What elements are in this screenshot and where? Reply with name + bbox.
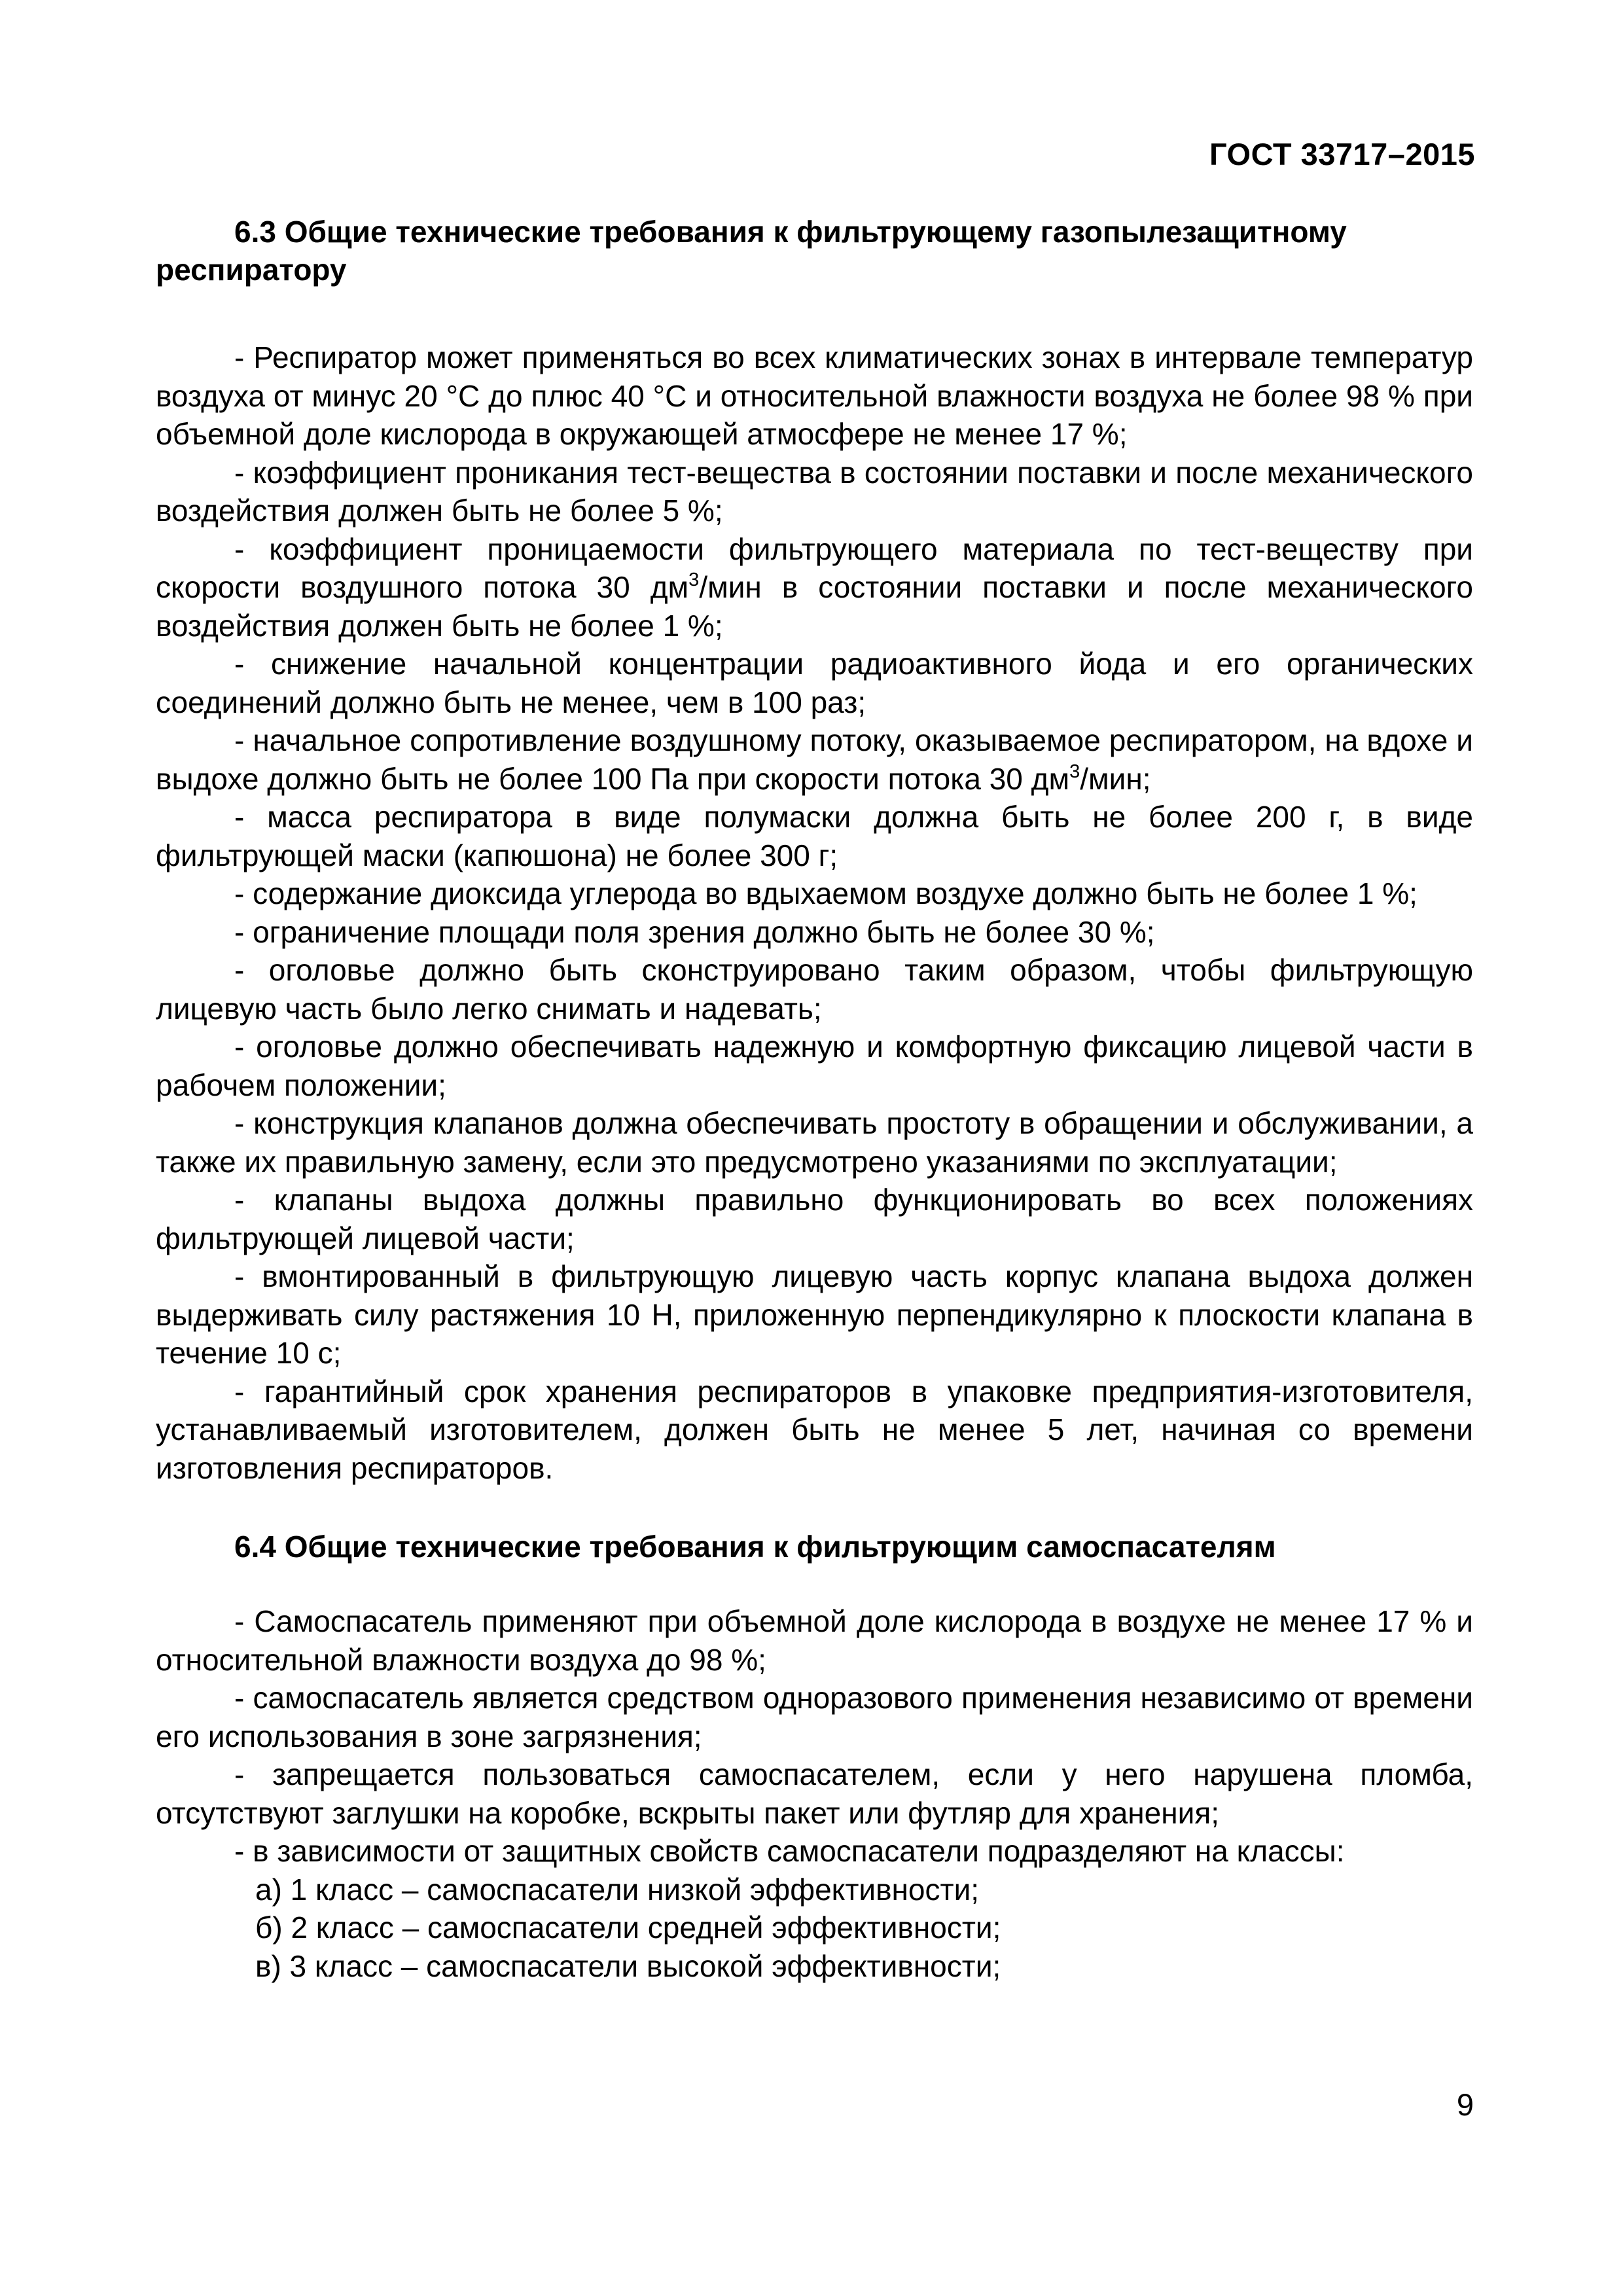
spacer [156, 1566, 1473, 1602]
class-item: а) 1 класс – самоспасатели низкой эффективности; [255, 1872, 980, 1907]
paragraph: - вмонтированный в фильтрующую лицевую часть корпус клапана выдоха должен выдерживать силу растяжения 10 Н, приложенную перпендикулярно к плоскости клапана в течение 10 с; [156, 1259, 1473, 1370]
section-6-3-body [156, 338, 1473, 1487]
paragraph: - коэффициент проникания тест-вещества в состоянии поставки и после механического воздействия должен быть не более 5 %; [156, 455, 1473, 528]
paragraph: - гарантийный срок хранения респираторов в упаковке предприятия-изготовителя, устанавливаемый изготовителем, должен быть не менее 5 лет, начиная со времени изготовления респираторов. [156, 1374, 1473, 1485]
standard-code: ГОСТ 33717–2015 [1209, 137, 1475, 171]
section-6-3-title: 6.3 Общие технические требования к фильтрующему газопылезащитному респиратору [156, 215, 1347, 287]
class-list [156, 1871, 1473, 1986]
class-item: б) 2 класс – самоспасатели средней эффективности; [255, 1910, 1001, 1945]
paragraph: - Самоспасатель применяют при объемной доле кислорода в воздухе не менее 17 % и относительной влажности воздуха до 98 %; [156, 1604, 1473, 1677]
superscript: 3 [688, 569, 700, 590]
paragraph: - запрещается пользоваться самоспасателем, если у него нарушена пломба, отсутствуют заглушки на коробке, вскрыты пакет или футляр для хранения; [156, 1757, 1473, 1830]
section-6-4 [156, 1528, 1473, 1985]
paragraph: - масса респиратора в виде полумаски должна быть не более 200 г, в виде фильтрующей маски (капюшона) не более 300 г; [156, 800, 1473, 872]
superscript: 3 [1069, 761, 1080, 782]
paragraph: - оголовье должно быть сконструировано таким образом, чтобы фильтрующую лицевую часть было легко снимать и надевать; [156, 953, 1473, 1026]
section-6-4-title: 6.4 Общие технические требования к фильтрующим самоспасателям [234, 1530, 1276, 1564]
page-content [156, 213, 1473, 1985]
paragraph: - Респиратор может применяться во всех климатических зонах в интервале температур воздуха от минус 20 °C до плюс 40 °C и относительной влажности воздуха не более 98 % при объемной доле кислорода в окружающей атмосфере не менее 17 %; [156, 340, 1473, 451]
paragraph: - в зависимости от защитных свойств самоспасатели подразделяют на классы: [234, 1834, 1345, 1868]
paragraph: - конструкция клапанов должна обеспечивать простоту в обращении и обслуживании, а также их правильную замену, если это предусмотрено указаниями по эксплуатации; [156, 1106, 1473, 1179]
paragraph [156, 721, 1473, 798]
paragraph-text: - начальное сопротивление воздушному потоку, оказываемое респиратором, на вдохе и выдохе должно быть не более 100 Па при скорости потока 30 дм [156, 723, 1473, 796]
paragraph: - оголовье должно обеспечивать надежную и комфортную фиксацию лицевой части в рабочем положении; [156, 1030, 1473, 1102]
paragraph: - клапаны выдоха должны правильно функционировать во всех положениях фильтрующей лицевой части; [156, 1183, 1473, 1255]
page-number: 9 [1456, 2087, 1474, 2122]
paragraph-text: - коэффициент проницаемости фильтрующего материала по тест-веществу при скорости воздушного потока 30 дм [156, 531, 1473, 604]
class-item: в) 3 класс – самоспасатели высокой эффективности; [255, 1948, 1001, 1983]
paragraph: - самоспасатель является средством одноразового применения независимо от времени его использования в зоне загрязнения; [156, 1681, 1473, 1753]
paragraph: - ограничение площади поля зрения должно быть не более 30 %; [234, 914, 1155, 949]
paragraph: - снижение начальной концентрации радиоактивного йода и его органических соединений должно быть не менее, чем в 100 раз; [156, 647, 1473, 719]
paragraph: - содержание диоксида углерода во вдыхаемом воздухе должно быть не более 1 %; [234, 876, 1418, 910]
paragraph [156, 530, 1473, 645]
paragraph-text: /мин; [1080, 761, 1151, 796]
paragraph-text: /мин в состоянии поставки и после механического воздействия должен быть не более 1 %; [156, 570, 1474, 643]
